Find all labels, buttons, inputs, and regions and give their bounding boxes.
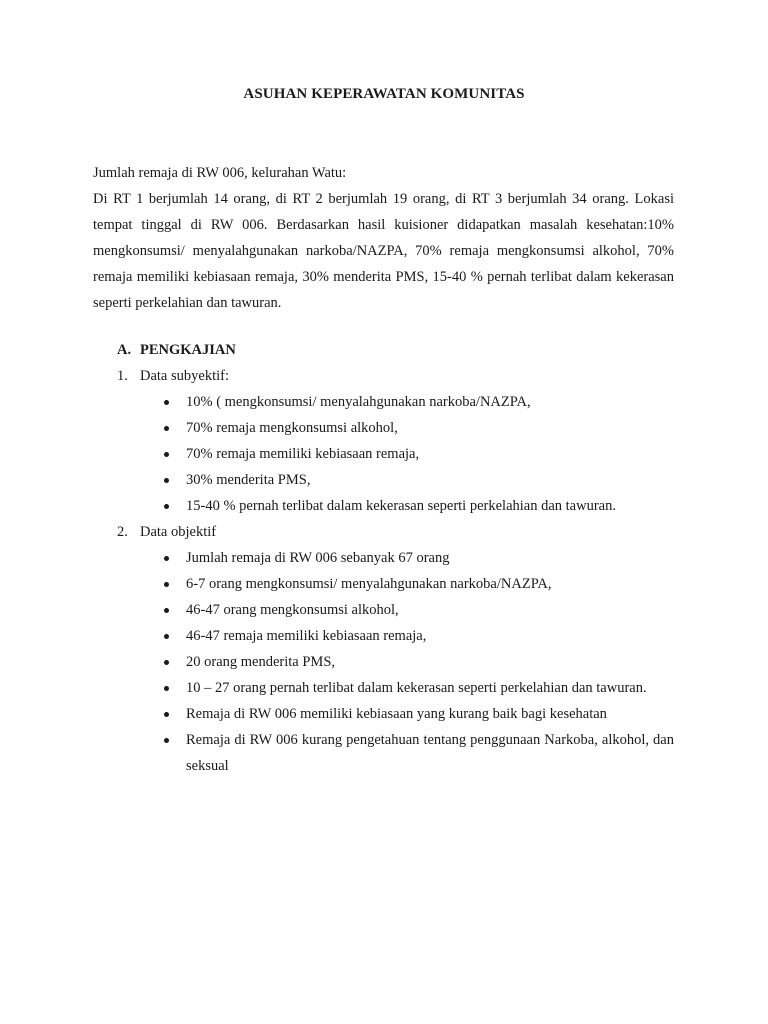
- bullet-icon: [164, 738, 169, 743]
- document-title: ASUHAN KEPERAWATAN KOMUNITAS: [243, 86, 525, 102]
- objective-heading: [117, 519, 674, 545]
- intro-line: Jumlah remaja di RW 006, kelurahan Watu:: [93, 165, 347, 181]
- bullet-icon: [164, 686, 169, 691]
- list-item: [160, 597, 674, 623]
- bullet-icon: [164, 712, 169, 717]
- subjective-heading: [117, 363, 674, 389]
- list-item: [160, 727, 674, 779]
- list-item: [160, 389, 674, 415]
- list-item-text: 10 – 27 orang pernah terlibat dalam kekerasan seperti perkelahian dan tawuran.: [186, 680, 647, 696]
- bullet-icon: [164, 556, 169, 561]
- intro-block: [93, 160, 674, 316]
- list-item: [160, 675, 674, 701]
- list-item: [160, 623, 674, 649]
- bullet-icon: [164, 608, 169, 613]
- subjective-number: 1.: [117, 368, 128, 384]
- list-item: [160, 493, 674, 519]
- section-heading: [117, 337, 674, 363]
- objective-label: Data objektif: [140, 524, 217, 540]
- list-item-text: 30% menderita PMS,: [186, 472, 311, 488]
- bullet-icon: [164, 426, 169, 431]
- bullet-icon: [164, 452, 169, 457]
- objective-list: [117, 545, 674, 779]
- list-item-text: Remaja di RW 006 kurang pengetahuan tentang penggunaan Narkoba, alkohol, dan seksual: [186, 732, 674, 774]
- bullet-icon: [164, 478, 169, 483]
- subjective-list: [117, 389, 674, 519]
- list-item: [160, 441, 674, 467]
- objective-number: 2.: [117, 524, 128, 540]
- list-item-text: Remaja di RW 006 memiliki kebiasaan yang kurang baik bagi kesehatan: [186, 706, 607, 722]
- list-item-text: 15-40 % pernah terlibat dalam kekerasan seperti perkelahian dan tawuran.: [186, 498, 616, 514]
- bullet-icon: [164, 400, 169, 405]
- list-item-text: Jumlah remaja di RW 006 sebanyak 67 orang: [186, 550, 450, 566]
- list-item-text: 70% remaja memiliki kebiasaan remaja,: [186, 446, 420, 462]
- list-item: [160, 467, 674, 493]
- list-item-text: 10% ( mengkonsumsi/ menyalahgunakan narkoba/NAZPA,: [186, 394, 531, 410]
- list-item-text: 46-47 remaja memiliki kebiasaan remaja,: [186, 628, 427, 644]
- bullet-icon: [164, 660, 169, 665]
- list-item-text: 6-7 orang mengkonsumsi/ menyalahgunakan narkoba/NAZPA,: [186, 576, 552, 592]
- subjective-label: Data subyektif:: [140, 368, 229, 384]
- bullet-icon: [164, 504, 169, 509]
- list-item: [160, 545, 674, 571]
- section-title: PENGKAJIAN: [140, 342, 236, 358]
- bullet-icon: [164, 634, 169, 639]
- bullet-icon: [164, 582, 169, 587]
- list-item: [160, 649, 674, 675]
- list-item: [160, 571, 674, 597]
- intro-paragraph: Di RT 1 berjumlah 14 orang, di RT 2 berjumlah 19 orang, di RT 3 berjumlah 34 orang. Lokasi tempat tinggal di RW 006. Berdasarkan hasil kuisioner didapatkan masalah kesehatan:10% mengkonsumsi/ menyalahgunakan narkoba/NAZPA, 70% remaja mengkonsumsi alkohol, 70% remaja memiliki kebiasaan remaja, 30% menderita PMS, 15-40 % pernah terlibat dalam kekerasan seperti perkelahian dan tawuran.: [93, 191, 674, 311]
- list-item: [160, 701, 674, 727]
- list-item-text: 70% remaja mengkonsumsi alkohol,: [186, 420, 398, 436]
- section-pengkajian: [117, 337, 674, 779]
- list-item-text: 20 orang menderita PMS,: [186, 654, 336, 670]
- section-marker: A.: [117, 342, 132, 358]
- list-item-text: 46-47 orang mengkonsumsi alkohol,: [186, 602, 399, 618]
- list-item: [160, 415, 674, 441]
